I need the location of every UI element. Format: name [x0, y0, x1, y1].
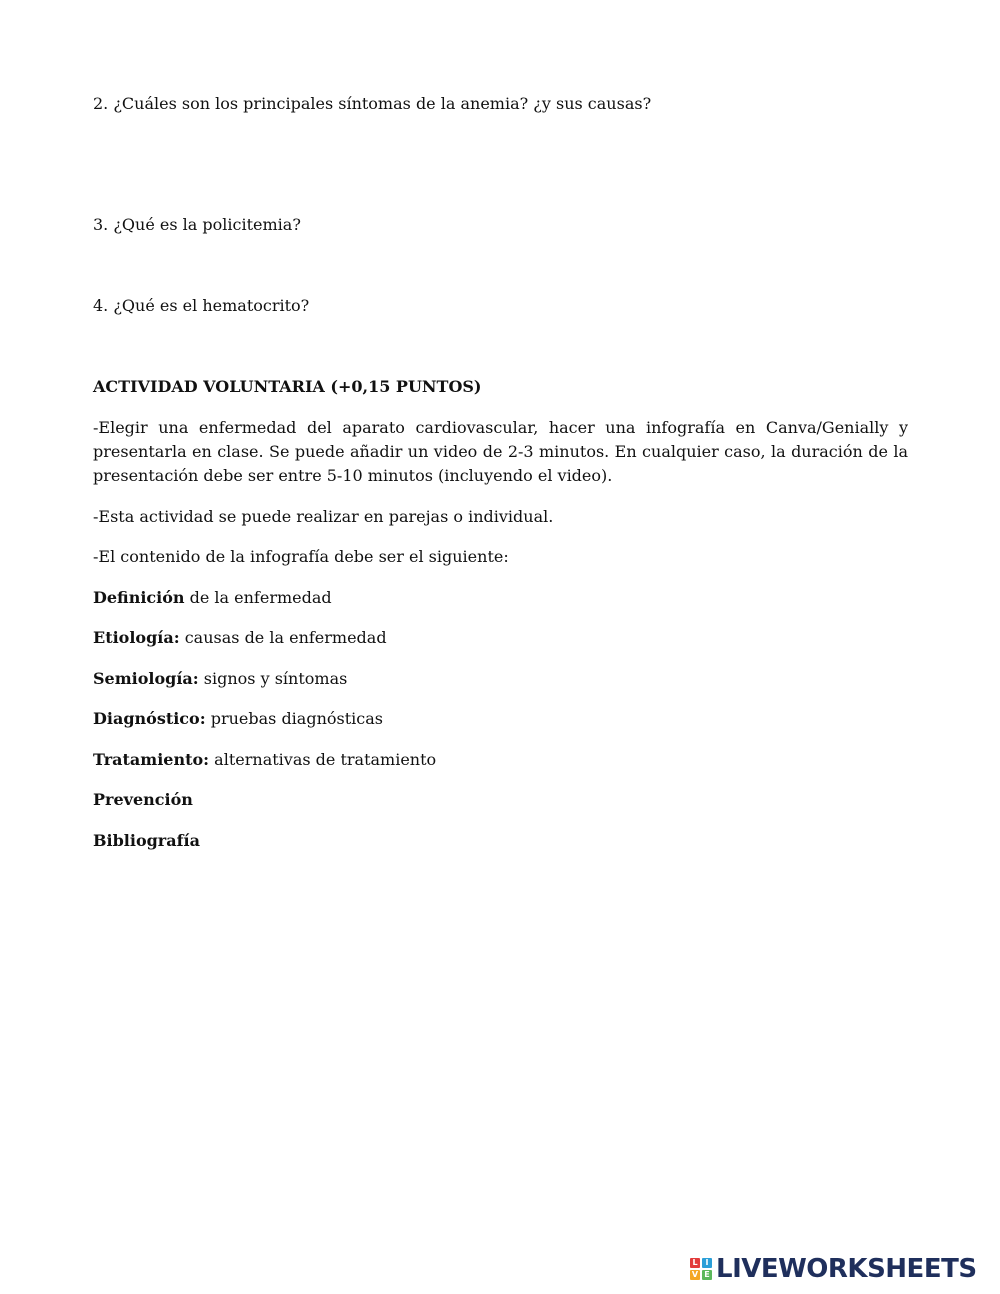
item-desc: alternativas de tratamiento [209, 750, 437, 769]
question-4: 4. ¿Qué es el hematocrito? [93, 296, 310, 315]
item-desc: de la enfermedad [184, 588, 332, 607]
list-item-tratamiento [93, 750, 436, 770]
list-item-definicion [93, 588, 332, 608]
logo-text: LIVEWORKSHEETS [716, 1254, 977, 1284]
item-term: Diagnóstico: [93, 709, 206, 728]
item-desc: pruebas diagnósticas [205, 709, 383, 728]
activity-content-intro: -El contenido de la infografía debe ser el siguiente: [93, 547, 509, 566]
logo-block: E [702, 1270, 712, 1280]
item-term: Semiología: [93, 669, 199, 688]
list-item-prevencion [93, 790, 193, 810]
activity-heading: ACTIVIDAD VOLUNTARIA (+0,15 PUNTOS) [93, 377, 482, 396]
logo-block: I [702, 1258, 712, 1268]
logo-mark-icon [690, 1258, 712, 1280]
list-item-semiologia [93, 669, 347, 689]
item-term: Prevención [93, 790, 193, 809]
item-term: Etiología: [93, 628, 180, 647]
question-2: 2. ¿Cuáles son los principales síntomas de la anemia? ¿y sus causas? [93, 94, 652, 113]
logo-block: L [690, 1258, 700, 1268]
item-desc: causas de la enfermedad [179, 628, 387, 647]
list-item-bibliografia [93, 831, 200, 851]
liveworksheets-logo [690, 1255, 977, 1283]
item-desc: signos y síntomas [198, 669, 348, 688]
list-item-etiologia [93, 628, 387, 648]
logo-block: V [691, 1270, 699, 1279]
list-item-diagnostico [93, 709, 383, 729]
item-term: Bibliografía [93, 831, 200, 850]
question-3: 3. ¿Qué es la policitemia? [93, 215, 301, 234]
item-term: Tratamiento: [93, 750, 210, 769]
item-term: Definición [93, 588, 185, 607]
activity-instructions: -Elegir una enfermedad del aparato cardiovascular, hacer una infografía en Canva/Genially y presentarla en clase. Se puede añadir un video de 2-3 minutos. En cualquier caso, la duración de la presentación debe ser entre 5-10 minutos (incluyendo el video). [93, 418, 908, 485]
activity-group-note: -Esta actividad se puede realizar en parejas o individual. [93, 507, 554, 526]
